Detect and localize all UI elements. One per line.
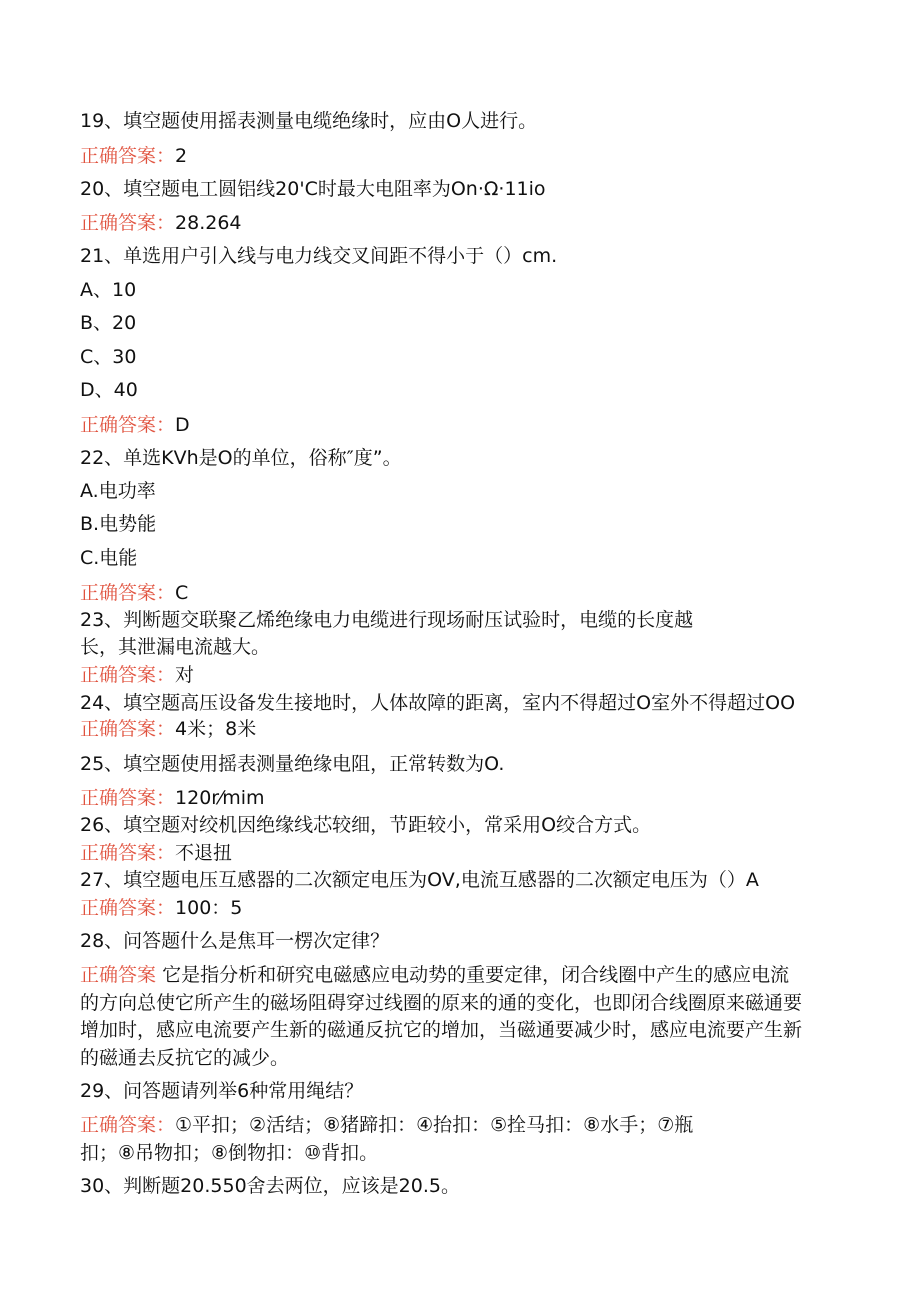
question-26: 26、填空题对绞机因绝缘线芯较细，节距较小，常采用O绞合方式。 (80, 814, 652, 836)
answer-value: 对 (175, 664, 195, 686)
answer-21 (80, 412, 190, 438)
answer-value: 120r⁄mim (175, 787, 265, 809)
answer-label: 正确答案 (80, 964, 157, 986)
answer-label: 正确答案： (80, 842, 176, 864)
option-21-a: A、10 (80, 279, 137, 301)
question-29: 29、问答题请列举6种常用绳结？ (80, 1080, 364, 1102)
question-22: 22、单选KVh是O的单位，俗称″度”。 (80, 447, 402, 469)
answer-label: 正确答案： (80, 145, 176, 167)
option-21-d: D、40 (80, 379, 138, 401)
answer-28-line2: 的方向总使它所产生的磁场阻碍穿过线圈的原来的通的变化，也即闭合线圈原来磁通要 (80, 992, 803, 1014)
answer-value: C (175, 582, 189, 604)
option-21-c: C、30 (80, 346, 137, 368)
answer-text: ①平扣；②活结；⑧猪蹄扣：④抬扣：⑤拴马扣：⑧水手；⑦瓶 (175, 1114, 694, 1136)
answer-22 (80, 580, 188, 606)
question-27: 27、填空题电压互感器的二次额定电压为OV,电流互感器的二次额定电压为（）A (80, 869, 759, 891)
answer-28-line3: 增加时，感应电流要产生新的磁通反抗它的增加，当磁通要减少时，感应电流要产生新 (80, 1019, 803, 1041)
answer-26 (80, 840, 232, 866)
answer-value: 100：5 (175, 897, 243, 919)
option-22-b: B.电势能 (80, 513, 157, 535)
answer-label: 正确答案： (80, 718, 176, 740)
question-25: 25、填空题使用摇表测量绝缘电阻，正常转数为O. (80, 753, 505, 775)
question-23-line2: 长，其泄漏电流越大。 (80, 636, 271, 658)
answer-19 (80, 143, 187, 169)
answer-label: 正确答案： (80, 664, 176, 686)
question-20: 20、填空题电工圆铝线20'C时最大电阻率为On·Ω·11io (80, 178, 546, 200)
answer-28-line4: 的磁通去反抗它的减少。 (80, 1047, 290, 1069)
answer-label: 正确答案： (80, 897, 176, 919)
option-22-c: C.电能 (80, 547, 138, 569)
answer-value: 2 (175, 145, 188, 167)
question-30: 30、判断题20.550舍去两位，应该是20.5。 (80, 1175, 460, 1197)
answer-28-line1 (80, 962, 789, 988)
answer-label: 正确答案： (80, 212, 176, 234)
answer-value: 4米；8米 (175, 718, 257, 740)
answer-text: 它是指分析和研究电磁感应电动势的重要定律，闭合线圈中产生的感应电流 (162, 964, 790, 986)
answer-29-line1 (80, 1112, 693, 1138)
answer-27 (80, 895, 242, 921)
answer-label: 正确答案： (80, 414, 176, 436)
answer-value: 28.264 (175, 212, 242, 234)
question-21: 21、单选用户引入线与电力线交叉间距不得小于（）cm. (80, 245, 558, 267)
question-24: 24、填空题高压设备发生接地时，人体故障的距离，室内不得超过O室外不得超过OO (80, 692, 796, 714)
answer-20 (80, 210, 242, 236)
answer-24 (80, 716, 256, 742)
answer-value: D (175, 414, 190, 436)
answer-label: 正确答案： (80, 1114, 176, 1136)
answer-23 (80, 662, 194, 688)
question-28: 28、问答题什么是焦耳一楞次定律？ (80, 930, 390, 952)
option-22-a: A.电功率 (80, 480, 156, 502)
option-21-b: B、20 (80, 312, 137, 334)
answer-29-line2: 扣；⑧吊物扣；⑧倒物扣：⑩背扣。 (80, 1142, 379, 1164)
answer-25 (80, 785, 265, 811)
answer-label: 正确答案： (80, 582, 176, 604)
question-23-line1: 23、判断题交联聚乙烯绝缘电力电缆进行现场耐压试验时，电缆的长度越 (80, 609, 694, 631)
answer-label: 正确答案： (80, 787, 176, 809)
question-19: 19、填空题使用摇表测量电缆绝缘时，应由O人进行。 (80, 110, 538, 132)
answer-value: 不退扭 (175, 842, 233, 864)
